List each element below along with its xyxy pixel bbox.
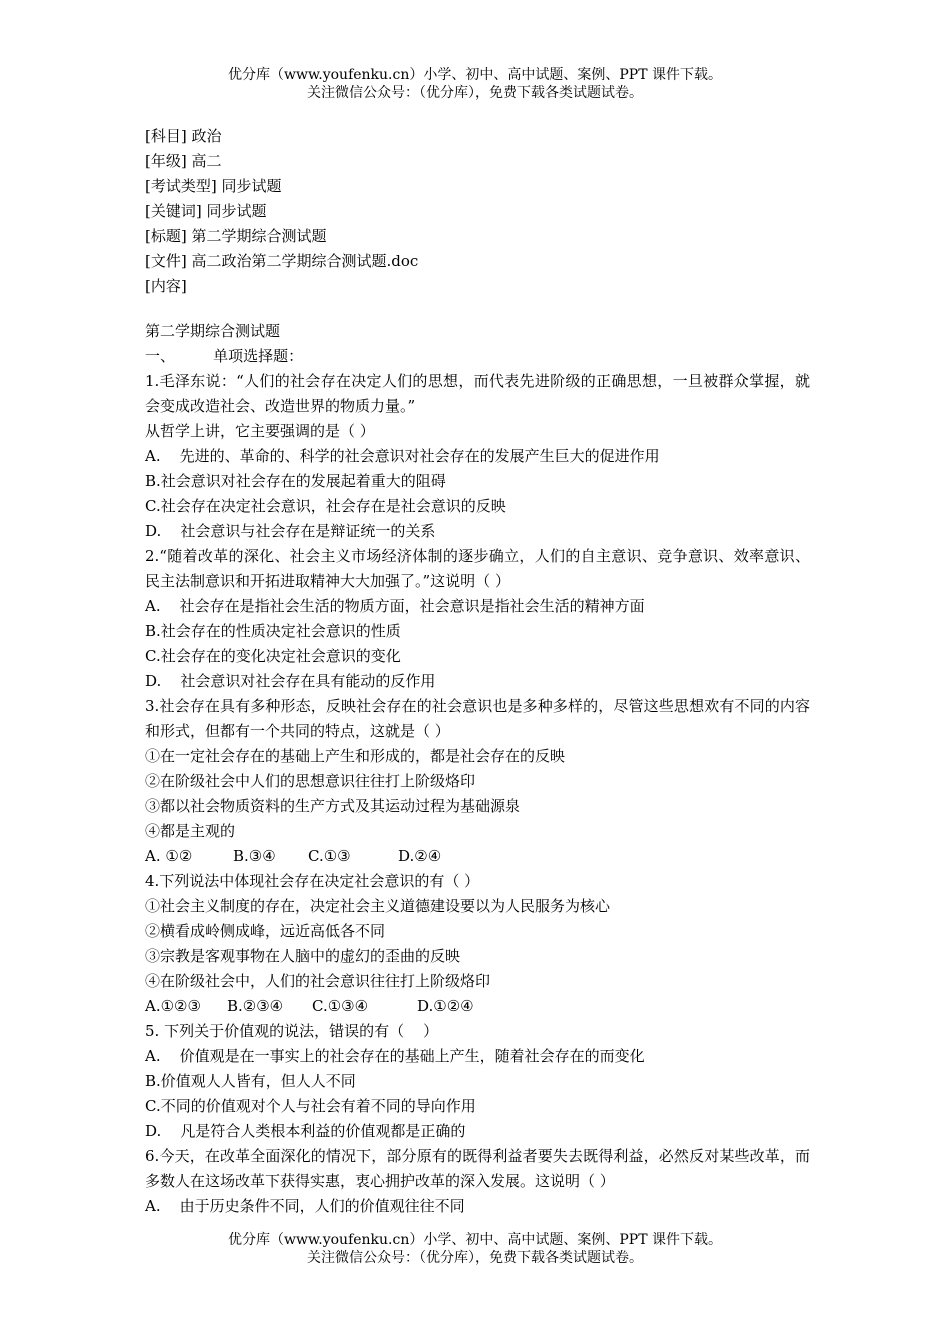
q3-item-3: ③都以社会物质资料的生产方式及其运动过程为基础源泉 [145,797,521,815]
header-line-1: 优分库（www.youfenku.cn）小学、初中、高中试题、案例、PPT 课件下载。 [227,67,722,83]
q3-options [145,844,810,869]
meta-exam-type: [考试类型] 同步试题 [145,177,282,195]
q4-option: D.①②④ [417,997,474,1015]
document-body [145,124,810,1219]
q1-option-b: B.社会意识对社会存在的发展起着重大的阻碍 [145,472,446,490]
q1-ask: 从哲学上讲，它主要强调的是（ ） [145,422,375,440]
section-heading: 一、 单项选择题： [145,347,304,365]
q5-option-a: A. 价值观是在一事实上的社会存在的基础上产生，随着社会存在的而变化 [145,1047,645,1065]
q2-option-d: D. 社会意识对社会存在具有能动的反作用 [145,672,436,690]
q4-item-3: ③宗教是客观事物在人脑中的虚幻的歪曲的反映 [145,947,461,965]
q4-option: C.①③④ [312,997,369,1015]
page-footer [0,1231,950,1267]
q5-option-b: B.价值观人人皆有，但人人不同 [145,1072,356,1090]
doc-title: 第二学期综合测试题 [145,322,281,340]
q4-item-4: ④在阶级社会中，人们的社会意识往往打上阶级烙印 [145,972,491,990]
footer-line-1: 优分库（www.youfenku.cn）小学、初中、高中试题、案例、PPT 课件下载。 [227,1232,722,1248]
q1-option-a: A. 先进的、革命的、科学的社会意识对社会存在的发展产生巨大的促进作用 [145,447,660,465]
meta-title: [标题] 第二学期综合测试题 [145,227,327,245]
meta-keywords: [关键词] 同步试题 [145,202,267,220]
q2-option-c: C.社会存在的变化决定社会意识的变化 [145,647,401,665]
q3-item-4: ④都是主观的 [145,822,236,840]
q3-item-1: ①在一定社会存在的基础上产生和形成的，都是社会存在的反映 [145,747,566,765]
q4-option: A.①②③ [145,997,201,1015]
q2-option-b: B.社会存在的性质决定社会意识的性质 [145,622,401,640]
q1-stem: 1.毛泽东说：“人们的社会存在决定人们的思想，而代表先进阶级的正确思想，一旦被群众掌握，就会变成改造社会、改造世界的物质力量。” [145,372,810,415]
q4-item-2: ②横看成岭侧成峰，远近高低各不同 [145,922,386,940]
q4-option: B.②③④ [227,997,284,1015]
q2-option-a: A. 社会存在是指社会生活的物质方面，社会意识是指社会生活的精神方面 [145,597,645,615]
q4-item-1: ①社会主义制度的存在，决定社会主义道德建设要以为人民服务为核心 [145,897,611,915]
q5-stem: 5. 下列关于价值观的说法，错误的有（ ） [145,1022,439,1040]
q3-option: D.②④ [398,847,442,865]
q3-item-2: ②在阶级社会中人们的思想意识往往打上阶级烙印 [145,772,476,790]
q1-option-d: D. 社会意识与社会存在是辩证统一的关系 [145,522,436,540]
q2-stem: 2.“随着改革的深化、社会主义市场经济体制的逐步确立，人们的自主意识、竞争意识、效率意识、民主法制意识和开拓进取精神大大加强了。”这说明（ ） [145,547,810,590]
q6-option-a: A. 由于历史条件不同，人们的价值观往往不同 [145,1197,465,1215]
q3-stem: 3.社会存在具有多种形态，反映社会存在的社会意识也是多种多样的，尽管这些思想欢有不同的内容和形式，但都有一个共同的特点，这就是（ ） [145,697,810,740]
q4-stem: 4.下列说法中体现社会存在决定社会意识的有（ ） [145,872,480,890]
q4-options [145,994,810,1019]
q3-option: B.③④ [233,847,276,865]
header-line-2: 关注微信公众号：（优分库），免费下载各类试题试卷。 [307,85,643,101]
meta-grade: [年级] 高二 [145,152,222,170]
meta-file: [文件] 高二政治第二学期综合测试题.doc [145,252,419,270]
footer-line-2: 关注微信公众号：（优分库），免费下载各类试题试卷。 [307,1250,643,1266]
q1-option-c: C.社会存在决定社会意识，社会存在是社会意识的反映 [145,497,506,515]
q5-option-d: D. 凡是符合人类根本利益的价值观都是正确的 [145,1122,466,1140]
q3-option: A. ①② [145,847,193,865]
q3-option: C.①③ [308,847,351,865]
meta-subject: [科目] 政治 [145,127,222,145]
page-header [0,66,950,102]
q6-stem: 6.今天，在改革全面深化的情况下，部分原有的既得利益者要失去既得利益，必然反对某些改革，而多数人在这场改革下获得实惠，衷心拥护改革的深入发展。这说明（ ） [145,1147,810,1190]
q5-option-c: C.不同的价值观对个人与社会有着不同的导向作用 [145,1097,476,1115]
meta-content: [内容] [145,277,187,295]
